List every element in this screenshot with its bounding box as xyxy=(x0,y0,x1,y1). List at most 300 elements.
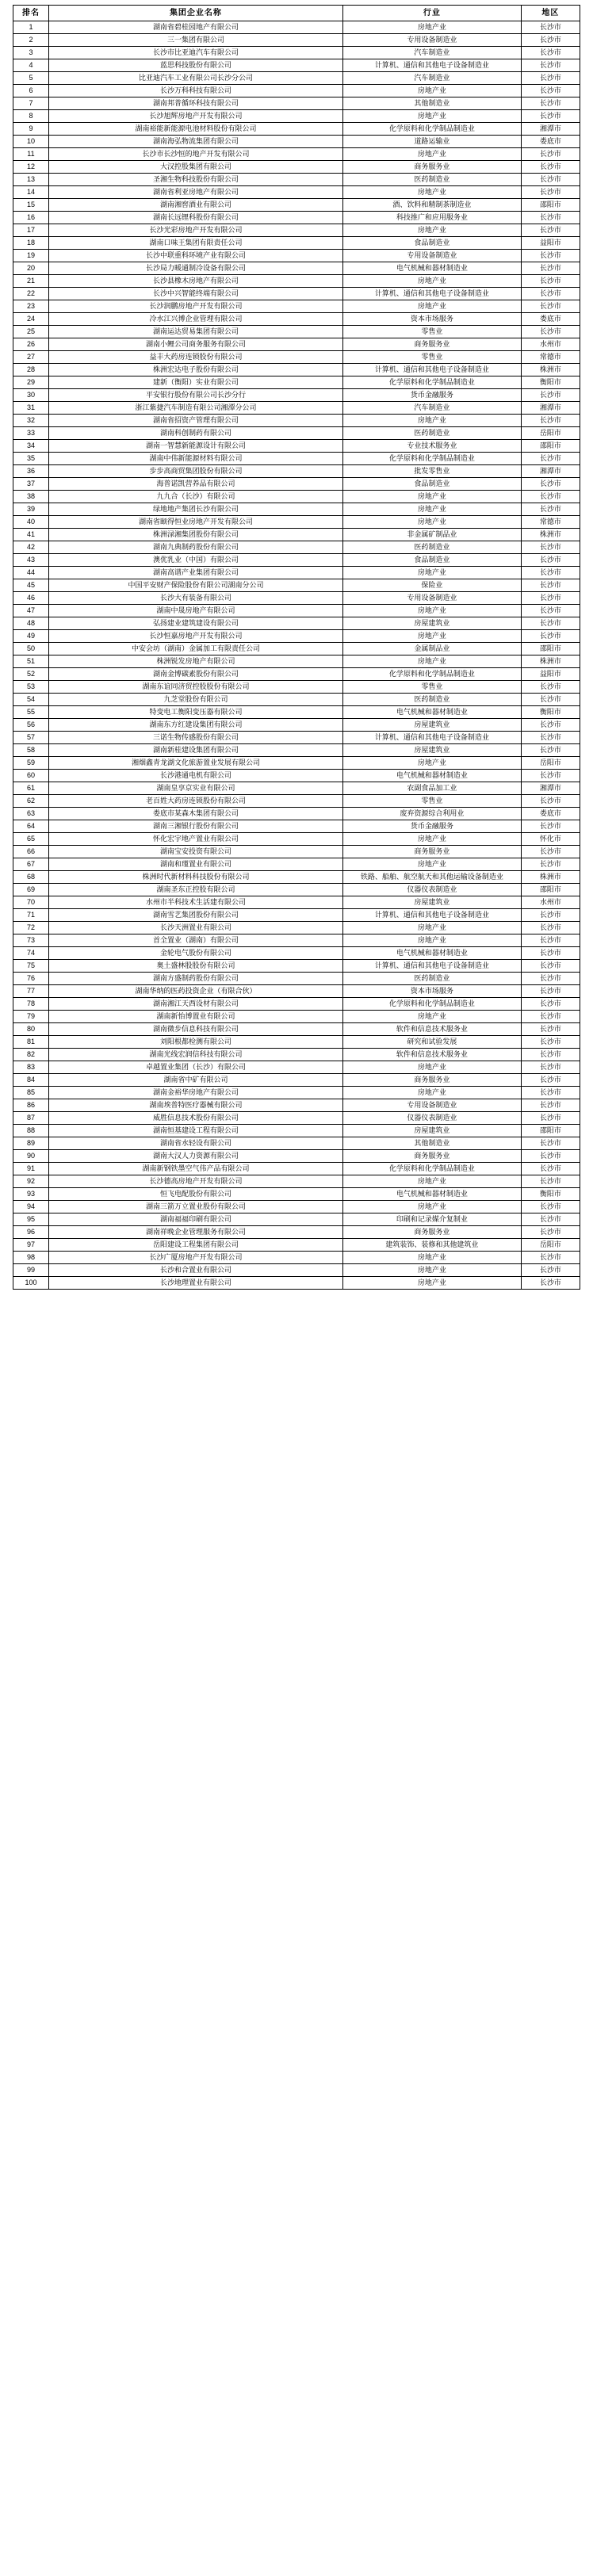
table-row xyxy=(13,174,580,186)
cell-industry: 化学原料和化学制品制造业 xyxy=(342,998,521,1011)
cell-company-name: 老百姓大药房连锁股份有限公司 xyxy=(48,795,342,808)
cell-region: 长沙市 xyxy=(521,820,580,833)
cell-rank: 98 xyxy=(13,1252,49,1264)
cell-company-name: 长沙润鹏房地产开发有限公司 xyxy=(48,300,342,313)
cell-region: 长沙市 xyxy=(521,1011,580,1023)
cell-industry: 建筑装饰、装修和其他建筑业 xyxy=(342,1239,521,1252)
cell-industry: 专用设备制造业 xyxy=(342,1099,521,1112)
cell-rank: 33 xyxy=(13,427,49,440)
cell-rank: 37 xyxy=(13,478,49,491)
cell-rank: 99 xyxy=(13,1264,49,1277)
cell-company-name: 湖南皇享京实业有限公司 xyxy=(48,782,342,795)
cell-region: 长沙市 xyxy=(521,744,580,757)
table-row xyxy=(13,858,580,871)
cell-industry: 专用设备制造业 xyxy=(342,34,521,47)
cell-rank: 90 xyxy=(13,1150,49,1163)
cell-region: 长沙市 xyxy=(521,21,580,34)
cell-region: 长沙市 xyxy=(521,1150,580,1163)
cell-rank: 3 xyxy=(13,47,49,59)
cell-company-name: 湖南福福印刷有限公司 xyxy=(48,1213,342,1226)
cell-rank: 1 xyxy=(13,21,49,34)
cell-company-name: 特变电工衡阳变压器有限公司 xyxy=(48,706,342,719)
cell-rank: 39 xyxy=(13,503,49,516)
cell-region: 长沙市 xyxy=(521,732,580,744)
cell-region: 长沙市 xyxy=(521,288,580,300)
cell-rank: 17 xyxy=(13,224,49,237)
cell-company-name: 湖南省水轻设有限公司 xyxy=(48,1137,342,1150)
cell-industry: 商务服务业 xyxy=(342,846,521,858)
cell-rank: 100 xyxy=(13,1277,49,1290)
cell-company-name: 湖南恒基建设工程有限公司 xyxy=(48,1125,342,1137)
cell-region: 长沙市 xyxy=(521,998,580,1011)
table-row xyxy=(13,110,580,123)
table-row xyxy=(13,1252,580,1264)
cell-industry: 其他制造业 xyxy=(342,1137,521,1150)
cell-company-name: 长沙和合置业有限公司 xyxy=(48,1264,342,1277)
cell-industry: 房地产业 xyxy=(342,757,521,770)
cell-industry: 房屋建筑业 xyxy=(342,896,521,909)
cell-rank: 21 xyxy=(13,275,49,288)
cell-industry: 房地产业 xyxy=(342,1201,521,1213)
cell-industry: 软件和信息技术服务业 xyxy=(342,1049,521,1061)
cell-region: 株洲市 xyxy=(521,655,580,668)
cell-rank: 75 xyxy=(13,960,49,973)
table-row xyxy=(13,579,580,592)
cell-region: 长沙市 xyxy=(521,1061,580,1074)
cell-industry: 汽车制造业 xyxy=(342,47,521,59)
cell-rank: 45 xyxy=(13,579,49,592)
cell-region: 长沙市 xyxy=(521,59,580,72)
cell-rank: 12 xyxy=(13,161,49,174)
cell-rank: 89 xyxy=(13,1137,49,1150)
cell-rank: 62 xyxy=(13,795,49,808)
cell-region: 长沙市 xyxy=(521,795,580,808)
table-row xyxy=(13,896,580,909)
table-row xyxy=(13,72,580,85)
cell-rank: 49 xyxy=(13,630,49,643)
cell-company-name: 湖南圣东正控股有限公司 xyxy=(48,884,342,896)
table-row xyxy=(13,85,580,97)
cell-company-name: 长沙广厦房地产开发有限公司 xyxy=(48,1252,342,1264)
cell-rank: 22 xyxy=(13,288,49,300)
table-row xyxy=(13,592,580,605)
cell-rank: 64 xyxy=(13,820,49,833)
cell-region: 长沙市 xyxy=(521,719,580,732)
cell-industry: 房地产业 xyxy=(342,85,521,97)
cell-industry: 汽车制造业 xyxy=(342,402,521,415)
cell-rank: 81 xyxy=(13,1036,49,1049)
cell-company-name: 绿地地产集团长沙有限公司 xyxy=(48,503,342,516)
cell-industry: 房地产业 xyxy=(342,934,521,947)
cell-industry: 房地产业 xyxy=(342,148,521,161)
cell-industry: 医药制造业 xyxy=(342,973,521,985)
cell-industry: 化学原料和化学制品制造业 xyxy=(342,453,521,465)
cell-company-name: 长沙市长沙恒的地产开发有限公司 xyxy=(48,148,342,161)
table-row xyxy=(13,148,580,161)
cell-industry: 医药制造业 xyxy=(342,427,521,440)
cell-industry: 房地产业 xyxy=(342,21,521,34)
cell-company-name: 湖南金裕华房地产有限公司 xyxy=(48,1087,342,1099)
cell-industry: 零售业 xyxy=(342,351,521,364)
cell-industry: 房地产业 xyxy=(342,858,521,871)
cell-rank: 31 xyxy=(13,402,49,415)
cell-company-name: 比亚迪汽车工业有限公司长沙分公司 xyxy=(48,72,342,85)
cell-industry: 保险业 xyxy=(342,579,521,592)
cell-rank: 10 xyxy=(13,136,49,148)
cell-company-name: 湖南宝安投资有限公司 xyxy=(48,846,342,858)
cell-industry: 房地产业 xyxy=(342,516,521,529)
cell-industry: 房地产业 xyxy=(342,605,521,617)
cell-industry: 房屋建筑业 xyxy=(342,744,521,757)
table-row xyxy=(13,947,580,960)
cell-rank: 48 xyxy=(13,617,49,630)
cell-company-name: 湖南祥晚企业管理服务有限公司 xyxy=(48,1226,342,1239)
cell-region: 长沙市 xyxy=(521,72,580,85)
cell-region: 怀化市 xyxy=(521,833,580,846)
cell-company-name: 湖南埃普特医疗器械有限公司 xyxy=(48,1099,342,1112)
cell-region: 邵阳市 xyxy=(521,643,580,655)
cell-industry: 房地产业 xyxy=(342,1175,521,1188)
table-row xyxy=(13,300,580,313)
cell-industry: 计算机、通信和其他电子设备制造业 xyxy=(342,909,521,922)
cell-rank: 63 xyxy=(13,808,49,820)
cell-company-name: 澳优乳业（中国）有限公司 xyxy=(48,554,342,567)
cell-region: 株洲市 xyxy=(521,871,580,884)
cell-region: 衡阳市 xyxy=(521,706,580,719)
cell-company-name: 弘扬建业建筑建设有限公司 xyxy=(48,617,342,630)
table-row xyxy=(13,1150,580,1163)
table-row xyxy=(13,1125,580,1137)
table-row xyxy=(13,186,580,199)
table-row xyxy=(13,21,580,34)
cell-rank: 54 xyxy=(13,694,49,706)
cell-region: 长沙市 xyxy=(521,1087,580,1099)
cell-industry: 商务服务业 xyxy=(342,1226,521,1239)
cell-region: 长沙市 xyxy=(521,567,580,579)
cell-rank: 41 xyxy=(13,529,49,541)
cell-company-name: 湖南高谱产业集团有限公司 xyxy=(48,567,342,579)
table-row xyxy=(13,491,580,503)
column-header-company-name: 集团企业名称 xyxy=(48,6,342,21)
cell-rank: 78 xyxy=(13,998,49,1011)
cell-rank: 20 xyxy=(13,262,49,275)
cell-industry: 专用设备制造业 xyxy=(342,250,521,262)
cell-rank: 72 xyxy=(13,922,49,934)
table-row xyxy=(13,1011,580,1023)
cell-rank: 93 xyxy=(13,1188,49,1201)
table-row xyxy=(13,326,580,338)
cell-company-name: 大汉控股集团有限公司 xyxy=(48,161,342,174)
cell-region: 长沙市 xyxy=(521,1049,580,1061)
cell-region: 邵阳市 xyxy=(521,440,580,453)
cell-rank: 51 xyxy=(13,655,49,668)
table-row xyxy=(13,313,580,326)
cell-rank: 87 xyxy=(13,1112,49,1125)
table-row xyxy=(13,199,580,212)
cell-industry: 商务服务业 xyxy=(342,1150,521,1163)
cell-company-name: 水州市半科技术生活建有限公司 xyxy=(48,896,342,909)
table-row xyxy=(13,668,580,681)
cell-industry: 房地产业 xyxy=(342,567,521,579)
cell-region: 长沙市 xyxy=(521,326,580,338)
cell-region: 长沙市 xyxy=(521,453,580,465)
table-row xyxy=(13,808,580,820)
cell-region: 长沙市 xyxy=(521,985,580,998)
table-row xyxy=(13,250,580,262)
cell-region: 长沙市 xyxy=(521,1137,580,1150)
cell-rank: 61 xyxy=(13,782,49,795)
cell-rank: 25 xyxy=(13,326,49,338)
cell-company-name: 湖南中伟新能源材料有限公司 xyxy=(48,453,342,465)
cell-industry: 农副食品加工业 xyxy=(342,782,521,795)
cell-industry: 电气机械和器材制造业 xyxy=(342,1188,521,1201)
table-row xyxy=(13,770,580,782)
table-row xyxy=(13,655,580,668)
table-row xyxy=(13,605,580,617)
cell-industry: 仪器仪表制造业 xyxy=(342,884,521,896)
table-row xyxy=(13,681,580,694)
table-row xyxy=(13,567,580,579)
cell-region: 长沙市 xyxy=(521,161,580,174)
cell-company-name: 湖南长远锂科股份有限公司 xyxy=(48,212,342,224)
table-row xyxy=(13,136,580,148)
cell-rank: 59 xyxy=(13,757,49,770)
cell-industry: 电气机械和器材制造业 xyxy=(342,770,521,782)
cell-rank: 19 xyxy=(13,250,49,262)
cell-industry: 房地产业 xyxy=(342,275,521,288)
cell-region: 长沙市 xyxy=(521,1036,580,1049)
table-row xyxy=(13,757,580,770)
table-row xyxy=(13,478,580,491)
cell-region: 娄底市 xyxy=(521,136,580,148)
cell-region: 长沙市 xyxy=(521,1099,580,1112)
cell-company-name: 湖南海弘物流集团有限公司 xyxy=(48,136,342,148)
cell-rank: 18 xyxy=(13,237,49,250)
cell-company-name: 长沙地理置业有限公司 xyxy=(48,1277,342,1290)
cell-rank: 79 xyxy=(13,1011,49,1023)
cell-company-name: 长沙大有装备有限公司 xyxy=(48,592,342,605)
cell-rank: 30 xyxy=(13,389,49,402)
cell-rank: 8 xyxy=(13,110,49,123)
cell-rank: 58 xyxy=(13,744,49,757)
cell-rank: 88 xyxy=(13,1125,49,1137)
cell-rank: 27 xyxy=(13,351,49,364)
cell-industry: 铁路、船舶、航空航天和其他运输设备制造业 xyxy=(342,871,521,884)
cell-industry: 医药制造业 xyxy=(342,694,521,706)
cell-rank: 13 xyxy=(13,174,49,186)
cell-company-name: 长沙县橡木房地产有限公司 xyxy=(48,275,342,288)
cell-industry: 电气机械和器材制造业 xyxy=(342,262,521,275)
cell-region: 长沙市 xyxy=(521,1213,580,1226)
column-header-industry: 行业 xyxy=(342,6,521,21)
cell-rank: 42 xyxy=(13,541,49,554)
table-row xyxy=(13,1137,580,1150)
table-row xyxy=(13,1239,580,1252)
cell-industry: 房屋建筑业 xyxy=(342,1125,521,1137)
cell-industry: 房地产业 xyxy=(342,655,521,668)
cell-rank: 36 xyxy=(13,465,49,478)
cell-industry: 货币金融服务 xyxy=(342,820,521,833)
cell-industry: 房地产业 xyxy=(342,1061,521,1074)
table-row xyxy=(13,960,580,973)
table-row xyxy=(13,985,580,998)
cell-company-name: 湖南华纳的医药投资企业（有限合伙） xyxy=(48,985,342,998)
table-row xyxy=(13,376,580,389)
cell-rank: 70 xyxy=(13,896,49,909)
table-row xyxy=(13,97,580,110)
cell-company-name: 刘阳根都检测有限公司 xyxy=(48,1036,342,1049)
table-row xyxy=(13,1099,580,1112)
cell-company-name: 九九合（长沙）有限公司 xyxy=(48,491,342,503)
cell-company-name: 益丰大药房连锁股份有限公司 xyxy=(48,351,342,364)
cell-industry: 计算机、通信和其他电子设备制造业 xyxy=(342,59,521,72)
cell-company-name: 长沙市比亚迪汽车有限公司 xyxy=(48,47,342,59)
cell-company-name: 长沙光彩房地产开发有限公司 xyxy=(48,224,342,237)
cell-industry: 房地产业 xyxy=(342,630,521,643)
cell-rank: 14 xyxy=(13,186,49,199)
cell-region: 邵阳市 xyxy=(521,199,580,212)
cell-company-name: 海普诺凯营养品有限公司 xyxy=(48,478,342,491)
cell-company-name: 岳阳建设工程集团有限公司 xyxy=(48,1239,342,1252)
cell-region: 益阳市 xyxy=(521,668,580,681)
cell-industry: 专用设备制造业 xyxy=(342,592,521,605)
column-header-rank: 排名 xyxy=(13,6,49,21)
cell-company-name: 湖南口味王集团有限责任公司 xyxy=(48,237,342,250)
cell-industry: 研究和试验发展 xyxy=(342,1036,521,1049)
cell-company-name: 长沙万科科技有限公司 xyxy=(48,85,342,97)
cell-company-name: 湖南科创制药有限公司 xyxy=(48,427,342,440)
cell-industry: 房地产业 xyxy=(342,833,521,846)
cell-company-name: 湖南雪艺集团股份有限公司 xyxy=(48,909,342,922)
cell-region: 长沙市 xyxy=(521,909,580,922)
cell-region: 长沙市 xyxy=(521,389,580,402)
cell-rank: 67 xyxy=(13,858,49,871)
table-row xyxy=(13,1264,580,1277)
cell-region: 株洲市 xyxy=(521,529,580,541)
table-body xyxy=(13,21,580,1290)
cell-company-name: 湖南新桂建设集团有限公司 xyxy=(48,744,342,757)
cell-rank: 91 xyxy=(13,1163,49,1175)
cell-rank: 77 xyxy=(13,985,49,998)
table-row xyxy=(13,212,580,224)
cell-industry: 化学原料和化学制品制造业 xyxy=(342,123,521,136)
cell-region: 益阳市 xyxy=(521,237,580,250)
cell-company-name: 株洲渌湘集团股份有限公司 xyxy=(48,529,342,541)
cell-company-name: 平安银行股份有限公司长沙分行 xyxy=(48,389,342,402)
cell-company-name: 湖南三湘银行股份有限公司 xyxy=(48,820,342,833)
table-row xyxy=(13,934,580,947)
cell-region: 长沙市 xyxy=(521,1175,580,1188)
cell-region: 长沙市 xyxy=(521,478,580,491)
cell-rank: 44 xyxy=(13,567,49,579)
table-row xyxy=(13,1163,580,1175)
cell-company-name: 湖南省招资产管理有限公司 xyxy=(48,415,342,427)
cell-rank: 15 xyxy=(13,199,49,212)
cell-company-name: 湖南裕能新能源电池材料股份有限公司 xyxy=(48,123,342,136)
cell-industry: 其他制造业 xyxy=(342,97,521,110)
cell-rank: 32 xyxy=(13,415,49,427)
cell-industry: 房地产业 xyxy=(342,1252,521,1264)
table-row xyxy=(13,465,580,478)
cell-industry: 房地产业 xyxy=(342,1087,521,1099)
cell-company-name: 九芝堂股份有限公司 xyxy=(48,694,342,706)
cell-rank: 94 xyxy=(13,1201,49,1213)
table-row xyxy=(13,820,580,833)
cell-industry: 计算机、通信和其他电子设备制造业 xyxy=(342,960,521,973)
table-row xyxy=(13,833,580,846)
cell-region: 邵阳市 xyxy=(521,1125,580,1137)
cell-industry: 化学原料和化学制品制造业 xyxy=(342,1163,521,1175)
cell-region: 长沙市 xyxy=(521,541,580,554)
cell-company-name: 威胜信息技术股份有限公司 xyxy=(48,1112,342,1125)
table-row xyxy=(13,909,580,922)
table-row xyxy=(13,554,580,567)
cell-industry: 医药制造业 xyxy=(342,174,521,186)
cell-industry: 印刷和记录媒介复制业 xyxy=(342,1213,521,1226)
cell-region: 湘潭市 xyxy=(521,123,580,136)
cell-rank: 85 xyxy=(13,1087,49,1099)
cell-rank: 95 xyxy=(13,1213,49,1226)
table-row xyxy=(13,1036,580,1049)
cell-industry: 计算机、通信和其他电子设备制造业 xyxy=(342,288,521,300)
cell-company-name: 湖南方盛制药股份有限公司 xyxy=(48,973,342,985)
cell-industry: 电气机械和器材制造业 xyxy=(342,706,521,719)
cell-region: 岳阳市 xyxy=(521,757,580,770)
company-ranking-table xyxy=(13,5,580,1290)
cell-company-name: 株洲时代新材料科技股份有限公司 xyxy=(48,871,342,884)
cell-company-name: 湖南九典制药股份有限公司 xyxy=(48,541,342,554)
cell-company-name: 冷水江兴博企业管理有限公司 xyxy=(48,313,342,326)
cell-rank: 76 xyxy=(13,973,49,985)
table-header xyxy=(13,6,580,21)
table-row xyxy=(13,732,580,744)
cell-industry: 化学原料和化学制品制造业 xyxy=(342,668,521,681)
table-row xyxy=(13,389,580,402)
cell-rank: 73 xyxy=(13,934,49,947)
table-row xyxy=(13,47,580,59)
cell-rank: 96 xyxy=(13,1226,49,1239)
cell-company-name: 长沙恒嘉房地产开发有限公司 xyxy=(48,630,342,643)
cell-region: 长沙市 xyxy=(521,262,580,275)
cell-region: 常德市 xyxy=(521,351,580,364)
cell-region: 娄底市 xyxy=(521,808,580,820)
cell-region: 长沙市 xyxy=(521,1112,580,1125)
cell-company-name: 长沙中兴智能终端有限公司 xyxy=(48,288,342,300)
cell-industry: 废弃资源综合利用业 xyxy=(342,808,521,820)
cell-rank: 71 xyxy=(13,909,49,922)
table-row xyxy=(13,338,580,351)
cell-rank: 47 xyxy=(13,605,49,617)
table-row xyxy=(13,922,580,934)
cell-company-name: 湖南邦普循环科技有限公司 xyxy=(48,97,342,110)
cell-region: 长沙市 xyxy=(521,630,580,643)
cell-industry: 商务服务业 xyxy=(342,1074,521,1087)
cell-region: 长沙市 xyxy=(521,110,580,123)
cell-region: 常德市 xyxy=(521,516,580,529)
cell-company-name: 湖南省利亚房地产有限公司 xyxy=(48,186,342,199)
cell-rank: 83 xyxy=(13,1061,49,1074)
cell-region: 长沙市 xyxy=(521,174,580,186)
cell-company-name: 步步高商贸集团股份有限公司 xyxy=(48,465,342,478)
cell-company-name: 湖南运达贸易集团有限公司 xyxy=(48,326,342,338)
table-row xyxy=(13,630,580,643)
cell-company-name: 湖南大汉人力资源有限公司 xyxy=(48,1150,342,1163)
cell-region: 长沙市 xyxy=(521,960,580,973)
table-row xyxy=(13,1023,580,1036)
cell-industry: 房地产业 xyxy=(342,300,521,313)
table-header-row xyxy=(13,6,580,21)
cell-region: 岳阳市 xyxy=(521,1239,580,1252)
